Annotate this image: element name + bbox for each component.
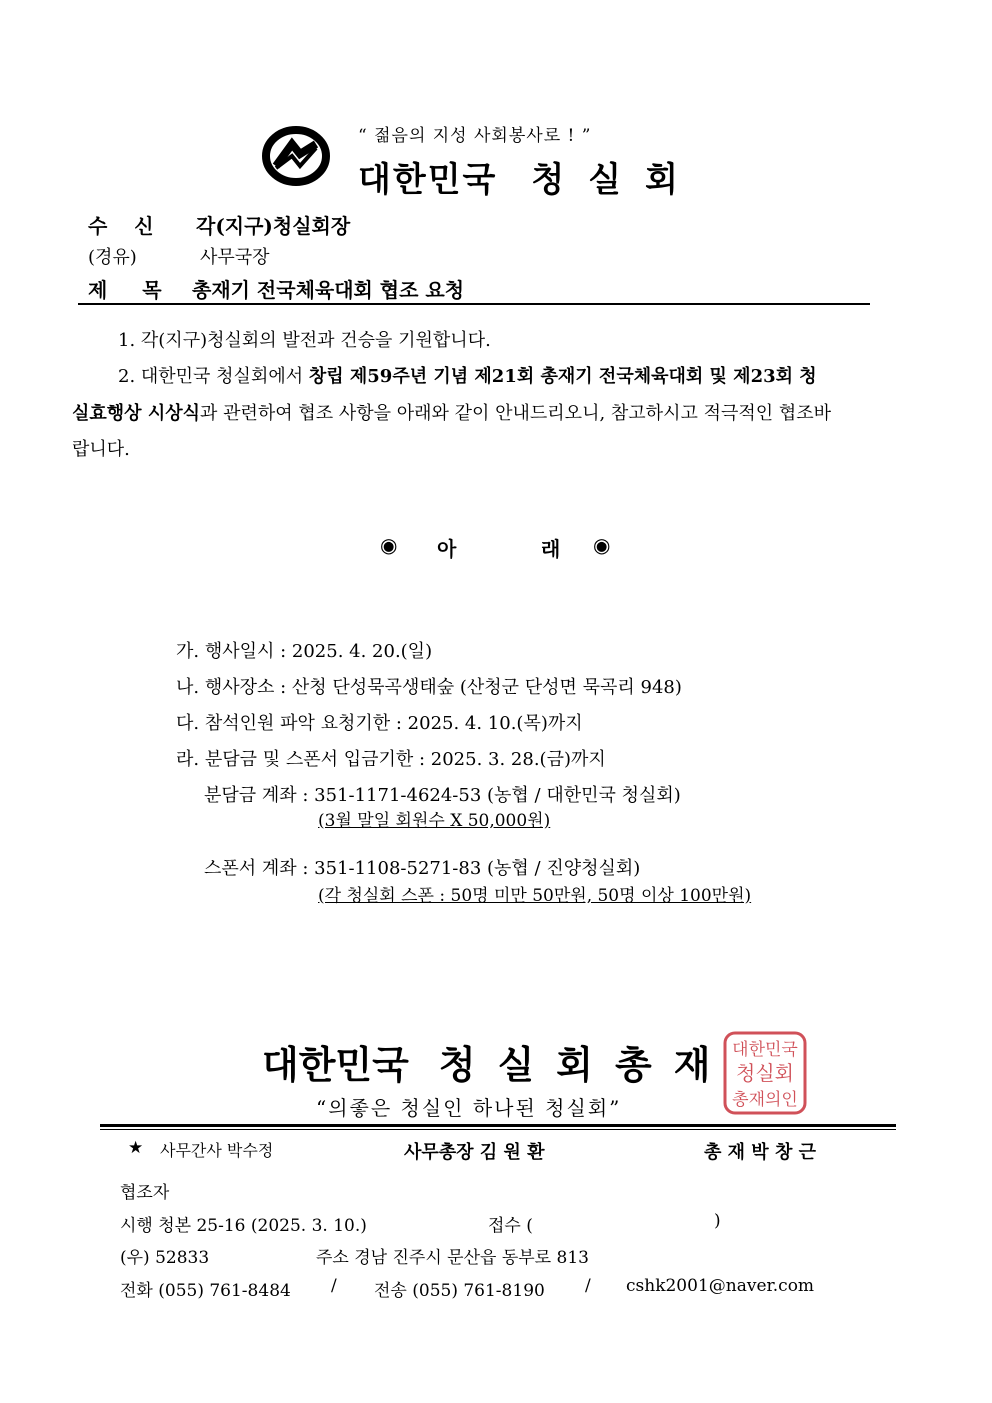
sponsor-account: 스폰서 계좌 : 351-1108-5271-83 (농협 / 진양청실회)	[204, 858, 641, 879]
secretary-general: 사무총장 김 원 환	[404, 1142, 545, 1163]
seal-line-3: 총재의인	[732, 1090, 798, 1110]
arae-heading-a: 아	[437, 537, 457, 561]
postal-code: (우) 52833	[120, 1248, 210, 1268]
fax: 전송 (055) 761-8190	[374, 1281, 545, 1301]
header-divider	[78, 303, 870, 305]
star-icon: ★	[128, 1138, 144, 1158]
org-title-char: 청	[531, 160, 567, 200]
recipient-label: 수 신	[88, 214, 164, 238]
receipt-close: )	[714, 1211, 721, 1231]
item-event-place: 나. 행사장소 : 산청 단성묵곡생태숲 (산청군 단성면 묵곡리 948)	[176, 677, 682, 698]
sponsor-note: (각 청실회 스폰 : 50명 미만 50만원, 50명 이상 100만원)	[318, 886, 752, 906]
address: 주소 경남 진주시 문산읍 동부로 813	[316, 1248, 589, 1268]
dues-account: 분담금 계좌 : 351-1171-4624-53 (농협 / 대한민국 청실회)	[204, 785, 681, 806]
org-logo-icon	[262, 126, 330, 186]
footer-title-char: 재	[673, 1042, 711, 1087]
item-payment-deadline: 라. 분담금 및 스폰서 입금기한 : 2025. 3. 28.(금)까지	[176, 749, 606, 770]
footer-divider-top	[100, 1124, 896, 1127]
email: cshk2001@naver.com	[626, 1276, 815, 1296]
via-label: (경유)	[88, 247, 137, 268]
receipt-info: 접수 (	[488, 1216, 533, 1236]
paragraph-2-line-2	[72, 399, 831, 425]
secretary: 사무간사 박수정	[160, 1141, 274, 1160]
arae-right-mark: ◉	[593, 533, 611, 557]
arae-heading-b: 래	[541, 537, 561, 561]
paragraph-2-prefix: 2. 대한민국 청실회에서	[118, 366, 309, 387]
subject-value: 총재기 전국체육대회 협조 요청	[192, 278, 465, 302]
president: 총 재 박 창 근	[704, 1142, 817, 1163]
seal-line-2: 청실회	[736, 1061, 794, 1085]
official-seal-icon	[722, 1030, 808, 1116]
paragraph-2-line-1	[118, 362, 817, 388]
recipient-value: 각(지구)청실회장	[196, 214, 351, 238]
paragraph-2-rest: 과 관련하여 협조 사항을 아래와 같이 안내드리오니, 참고하시고 적극적인 협조바	[199, 403, 832, 424]
paragraph-1: 1. 각(지구)청실회의 발전과 건승을 기원합니다.	[118, 330, 491, 351]
org-title-main: 대한민국	[358, 160, 498, 200]
paragraph-2-event: 창립 제59주년 기념 제21회 총재기 전국체육대회 및 제23회 청	[308, 366, 817, 387]
via-value: 사무국장	[200, 247, 270, 268]
item-attendance-deadline: 다. 참석인원 파악 요청기한 : 2025. 4. 10.(목)까지	[176, 713, 583, 734]
separator: /	[585, 1276, 591, 1296]
org-title-char: 회	[645, 160, 680, 200]
org-title	[358, 152, 702, 201]
footer-title-char: 회	[556, 1042, 593, 1087]
footer-divider-bottom	[100, 1129, 896, 1130]
separator: /	[331, 1276, 337, 1296]
org-slogan: “ 젊음의 지성 사회봉사로 ! ”	[358, 126, 592, 146]
footer-title	[262, 1034, 732, 1089]
enforcement-info: 시행 청본 25-16 (2025. 3. 10.)	[120, 1216, 367, 1236]
item-event-date: 가. 행사일시 : 2025. 4. 20.(일)	[176, 641, 433, 662]
phone: 전화 (055) 761-8484	[120, 1281, 291, 1301]
footer-title-char: 실	[497, 1042, 535, 1087]
footer-title-char: 총	[615, 1042, 652, 1087]
paragraph-2-line-3: 랍니다.	[72, 439, 130, 460]
subject-label: 제 목	[88, 278, 176, 302]
dues-note: (3월 말일 회원수 X 50,000원)	[318, 811, 551, 831]
seal-line-1: 대한민국	[732, 1040, 798, 1060]
footer-slogan: “의좋은 청실인 하나된 청실회”	[316, 1096, 622, 1120]
cooperator-label: 협조자	[120, 1183, 170, 1203]
footer-title-main: 대한민국	[262, 1042, 409, 1087]
footer-title-char: 청	[438, 1042, 476, 1087]
paragraph-2-event-end: 실효행상 시상식	[72, 403, 200, 424]
arae-left-mark: ◉	[380, 533, 398, 557]
org-title-char: 실	[588, 160, 624, 200]
